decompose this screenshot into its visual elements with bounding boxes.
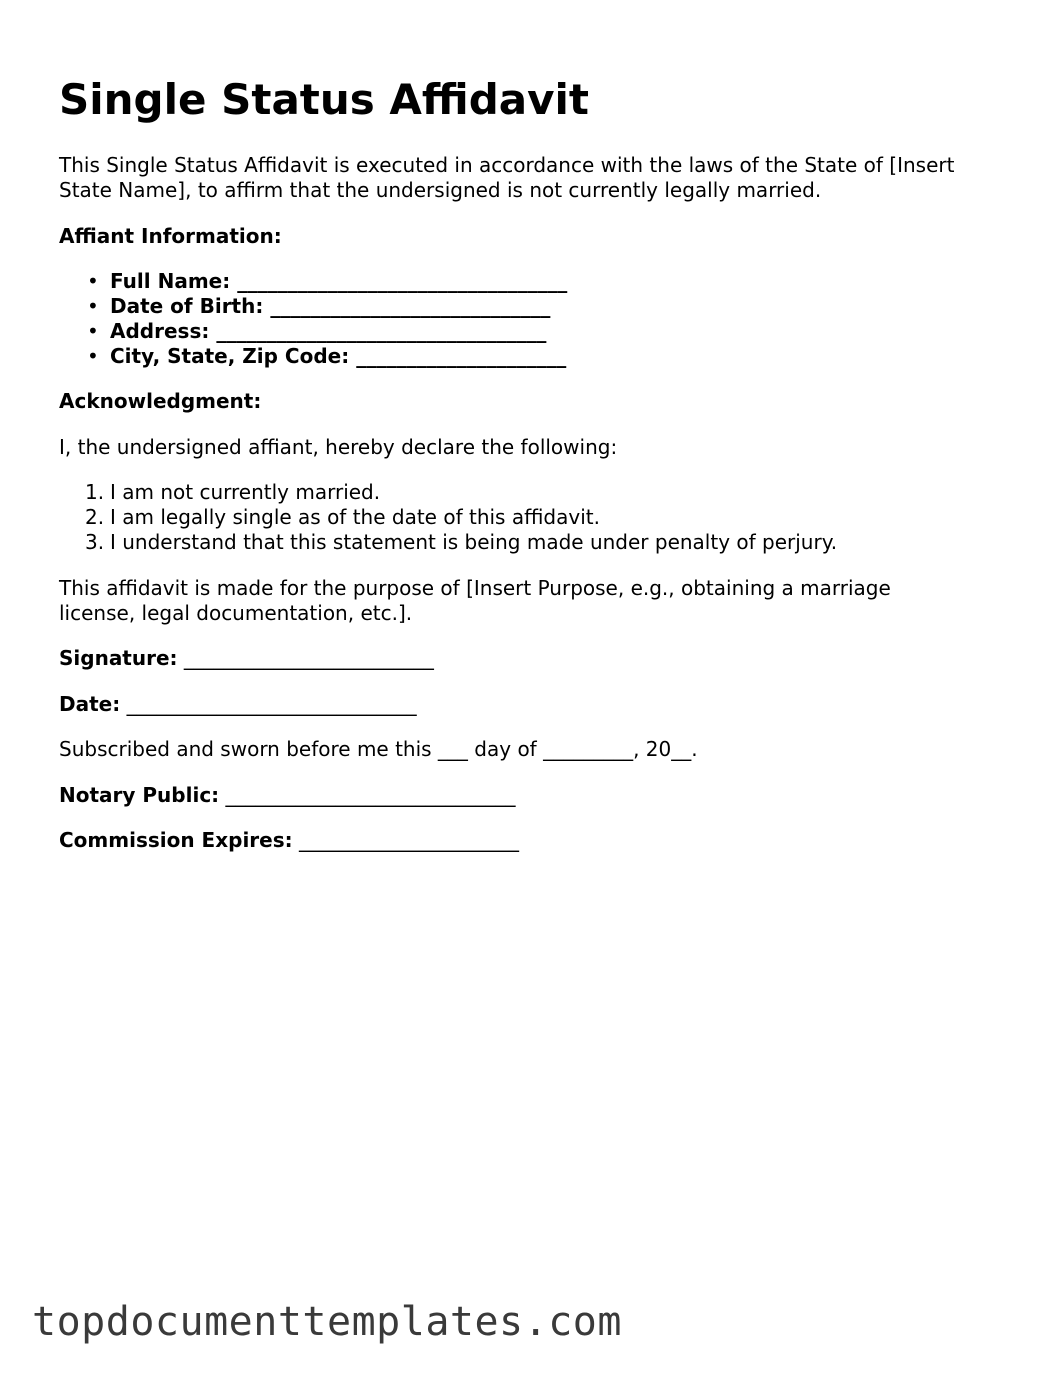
item-text: I am legally single as of the date of this affidavit. [110,505,600,529]
notary-line [59,783,516,808]
city-state-zip-field [59,344,567,369]
commission-label: Commission Expires: [59,828,293,852]
affiant-heading: Affiant Information: [59,224,282,248]
field-blank: _________________________________ [216,319,547,343]
field-label: Address: [110,319,210,343]
date-of-birth-field [59,294,567,319]
field-blank: ____________________________ [270,294,551,318]
purpose-paragraph: This affidavit is made for the purpose of [Insert Purpose, e.g., obtaining a marriage license, legal documentation, etc.]. [59,576,891,625]
declaration-item [59,530,837,555]
notary-blank: _____________________________ [225,783,516,807]
bullet-icon: • [87,269,99,293]
date-label: Date: [59,692,121,716]
field-blank: _____________________ [356,344,567,368]
declaration-intro: I, the undersigned affiant, hereby declare the following: [59,435,618,459]
date-blank: _____________________________ [126,692,417,716]
item-text: I am not currently married. [110,480,381,504]
declarations-list [59,480,837,555]
bullet-icon: • [87,319,99,343]
commission-line [59,828,519,853]
item-number: 1. [85,480,105,504]
notary-label: Notary Public: [59,783,220,807]
field-blank: _________________________________ [237,269,568,293]
signature-line [59,646,434,671]
sworn-statement: Subscribed and sworn before me this ___ day of _________, 20__. [59,737,698,761]
bullet-icon: • [87,294,99,318]
bullet-icon: • [87,344,99,368]
affiant-fields-list [59,269,567,369]
item-number: 2. [85,505,105,529]
item-number: 3. [85,530,105,554]
acknowledgment-heading: Acknowledgment: [59,389,262,413]
address-field [59,319,567,344]
date-line [59,692,417,717]
signature-label: Signature: [59,646,178,670]
intro-paragraph: This Single Status Affidavit is executed in accordance with the laws of the State of [Insert State Name], to affirm that the undersigned is not currently legally married. [59,153,955,202]
item-text: I understand that this statement is being made under penalty of perjury. [110,530,838,554]
signature-blank: _________________________ [183,646,434,670]
declaration-item [59,480,837,505]
field-label: City, State, Zip Code: [110,344,350,368]
field-label: Full Name: [110,269,231,293]
site-watermark: topdocumenttemplates.com [32,1299,622,1345]
document-title: Single Status Affidavit [59,75,589,124]
full-name-field [59,269,567,294]
field-label: Date of Birth: [110,294,264,318]
commission-blank: ______________________ [298,828,519,852]
declaration-item [59,505,837,530]
